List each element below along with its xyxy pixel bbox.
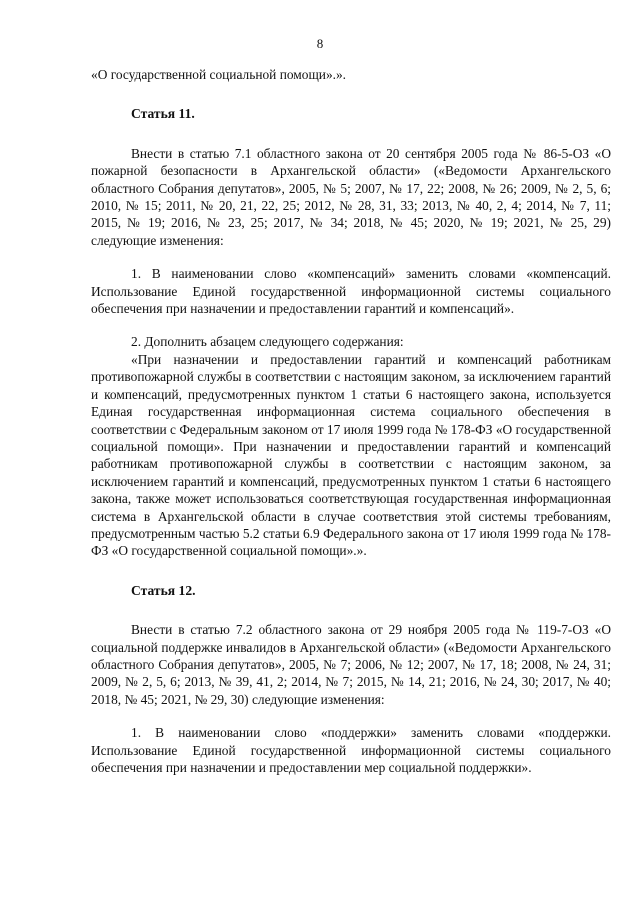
spacer (91, 317, 611, 333)
spacer (91, 560, 611, 582)
spacer (91, 83, 611, 105)
article-12-intro: Внести в статью 7.2 областного закона от 29 ноября 2005 года № 119-7-ОЗ «О социальной поддержке инвалидов в Архангельской области» («Ведомости Архангельского областного Собрания депутатов», 2005, № 7; 2006, № 12; 2007, № 17, 18; 2008, № 24, 31; 2009, № 2, 5, 6; 2013, № 39, 41, 2; 2014, № 7; 2015, № 14, 21; 2016, № 24, 30; 2017, № 40; 2018, № 45; 2021, № 29, 30) следующие изменения: (91, 622, 611, 707)
spacer (91, 599, 611, 621)
spacer (91, 123, 611, 145)
page-number: 8 (316, 36, 324, 51)
article-11-heading: Статья 11. (131, 106, 195, 122)
article-12-heading: Статья 12. (131, 582, 196, 598)
paragraph-closing-quote: «О государственной социальной помощи».». (91, 67, 347, 82)
article-11-item-2: 2. Дополнить абзацем следующего содержания: (131, 334, 404, 350)
article-11-intro: Внести в статью 7.1 областного закона от 20 сентября 2005 года № 86-5-ОЗ «О пожарной безопасности в Архангельской области» («Ведомости Архангельского областного Собрания депутатов», 2005, № 5; 2007, № 17, 22; 2008, № 26; 2009, № 2, 5, 6; 2010, № 15; 2011, № 20, 21, 22, 25; 2012, № 28, 31, 33; 2013, № 40, 2, 4; 2014, № 7, 11; 2015, № 19; 2016, № 23, 25; 2017, № 34; 2018, № 45; 2020, № 19; 2021, № 25, 29) следующие изменения: (91, 145, 611, 248)
article-11-item-1: 1. В наименовании слово «компенсаций» заменить словами «компенсаций. Использование Единой государственной информационной системы социального обеспечения при назначении и предоставлении гарантий и компенсаций». (91, 266, 611, 317)
document-body (91, 66, 611, 776)
article-12-item-1: 1. В наименовании слово «поддержки» заменить словами «поддержки. Использование Единой государственной информационной системы социального обеспечения при назначении и предоставлении мер социальной поддержки». (91, 725, 611, 775)
spacer (91, 249, 611, 265)
spacer (91, 708, 611, 724)
article-11-item-2-text: «При назначении и предоставлении гарантий и компенсаций работникам противопожарной службы в соответствии с настоящим законом, за исключением гарантий и компенсаций, предусмотренных пунктом 1 статьи 6 настоящего закона, используется Единая государственная информационная система социального обеспечения в соответствии с Федеральным законом от 17 июля 1999 года № 178-ФЗ «О государственной социальной помощи». При назначении и предоставлении гарантий и компенсаций работникам противопожарной службы в соответствии с настоящим законом, за исключением гарантий и компенсаций, предусмотренных пунктом 1 статьи 6 настоящего закона, также может использоваться соответствующая государственная информационная система в Архангельской области в случае соответствия этой системы требованиям, предусмотренным частью 5.2 статьи 6.9 Федерального закона от 17 июля 1999 года № 178-ФЗ «О государственной социальной помощи».». (91, 351, 611, 559)
